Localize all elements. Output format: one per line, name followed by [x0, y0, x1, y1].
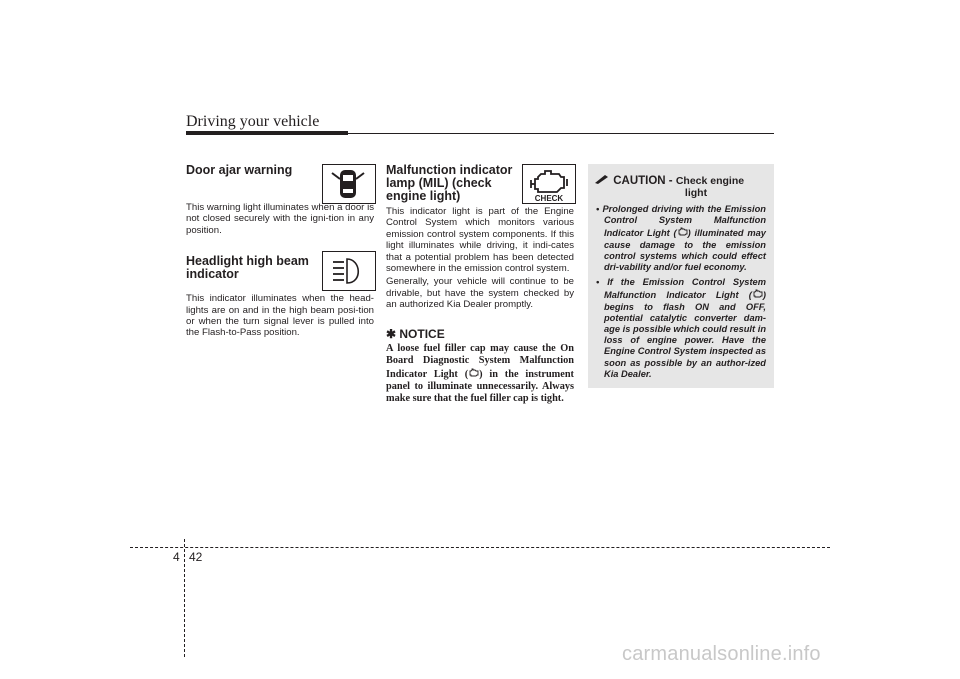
header-rule-thick — [186, 131, 348, 135]
mil-heading-line1: Malfunction indicator — [386, 163, 513, 177]
caution-item2-b: ) begins to flash ON and OFF, potential catalytic converter dam-age is possible which could result in loss of engine power. Have the Engine Control System inspected as soon as possible by an author-ized Kia Dealer. — [604, 290, 766, 379]
caution-item: • If the Emission Control System Malfunction Indicator Light ( ) begins to flash ON and OFF, potential catalytic converter dam-age is possible which could result in loss of engine power. Have the Engine Control System inspected as soon as possible by an author-ized Kia Dealer. — [596, 277, 766, 379]
caution-pen-icon — [594, 174, 610, 184]
watermark: carmanualsonline.info — [622, 643, 821, 665]
check-engine-icon-label: CHECK — [534, 194, 564, 203]
footer-rule — [130, 547, 830, 548]
section-number: 4 — [173, 550, 180, 564]
engine-mini-icon — [677, 226, 688, 237]
header-rule-thin — [348, 133, 774, 134]
mil-heading — [386, 164, 574, 203]
door-ajar-body: This warning light illuminates when a door is not closed securely with the igni-tion in any position. — [186, 202, 374, 236]
mil-heading-line2: lamp (MIL) (check — [386, 176, 492, 190]
caution-item2-a: If the Emission Control System Malfunction Indicator Light ( — [604, 277, 766, 301]
caution-box — [588, 164, 774, 388]
column-middle — [386, 164, 574, 405]
door-ajar-heading: Door ajar warning — [186, 163, 293, 177]
column-left — [186, 164, 374, 339]
notice-text-b: ) in the instrument panel to illuminate unnecessarily. Always make sure that the fuel filler cap is tight. — [386, 368, 574, 404]
mil-body-1: This indicator light is part of the Engine Control System which monitors various emission control system components. If this light illuminates while driving, it indi-cates that a potential problem has been detected somewhere in the emission control system. — [386, 206, 574, 275]
page-number: 42 — [189, 550, 203, 564]
caution-item1-a: Prolonged driving with the Emission Control System Malfunction Indicator Light ( — [602, 204, 766, 239]
caution-item1-b: ) illuminated may cause damage to the emission control systems which could effect dri-vability and/or fuel economy. — [604, 228, 766, 273]
engine-mini-icon — [468, 367, 479, 378]
mil-body-2: Generally, your vehicle will continue to be drivable, but have the system checked by an authorized Kia Dealer promptly. — [386, 276, 574, 311]
mil-heading-line3: engine light) — [386, 189, 461, 203]
caution-subtitle-2: light — [684, 187, 708, 199]
notice-body — [386, 343, 574, 405]
page-header-title: Driving your vehicle — [186, 113, 320, 130]
engine-mini-icon — [752, 288, 763, 299]
caution-list — [594, 204, 766, 384]
caution-subtitle-1: Check engine — [675, 175, 745, 187]
headlight-heading-line1: Headlight high beam — [186, 254, 309, 269]
caution-title — [594, 174, 770, 199]
headlight-body: This indicator illuminates when the head-lights are on and in the high beam posi-tion or when the turn signal lever is pulled into the Flash-to-Pass position. — [186, 293, 374, 339]
headlight-heading — [186, 255, 374, 281]
notice-title: ✱ NOTICE — [386, 326, 445, 341]
headlight-heading-line2: indicator — [186, 267, 239, 282]
footer-vertical-rule — [184, 539, 185, 657]
caution-item: • Prolonged driving with the Emission Control System Malfunction Indicator Light ( ) illuminated may cause damage to the emission control systems which could effect dri-vability and/or fuel economy. — [596, 204, 766, 273]
notice-text-a: A loose fuel filler cap may cause the On Board Diagnostic System Malfunction Indicator Light ( — [386, 342, 574, 380]
caution-label: CAUTION - — [613, 175, 673, 187]
